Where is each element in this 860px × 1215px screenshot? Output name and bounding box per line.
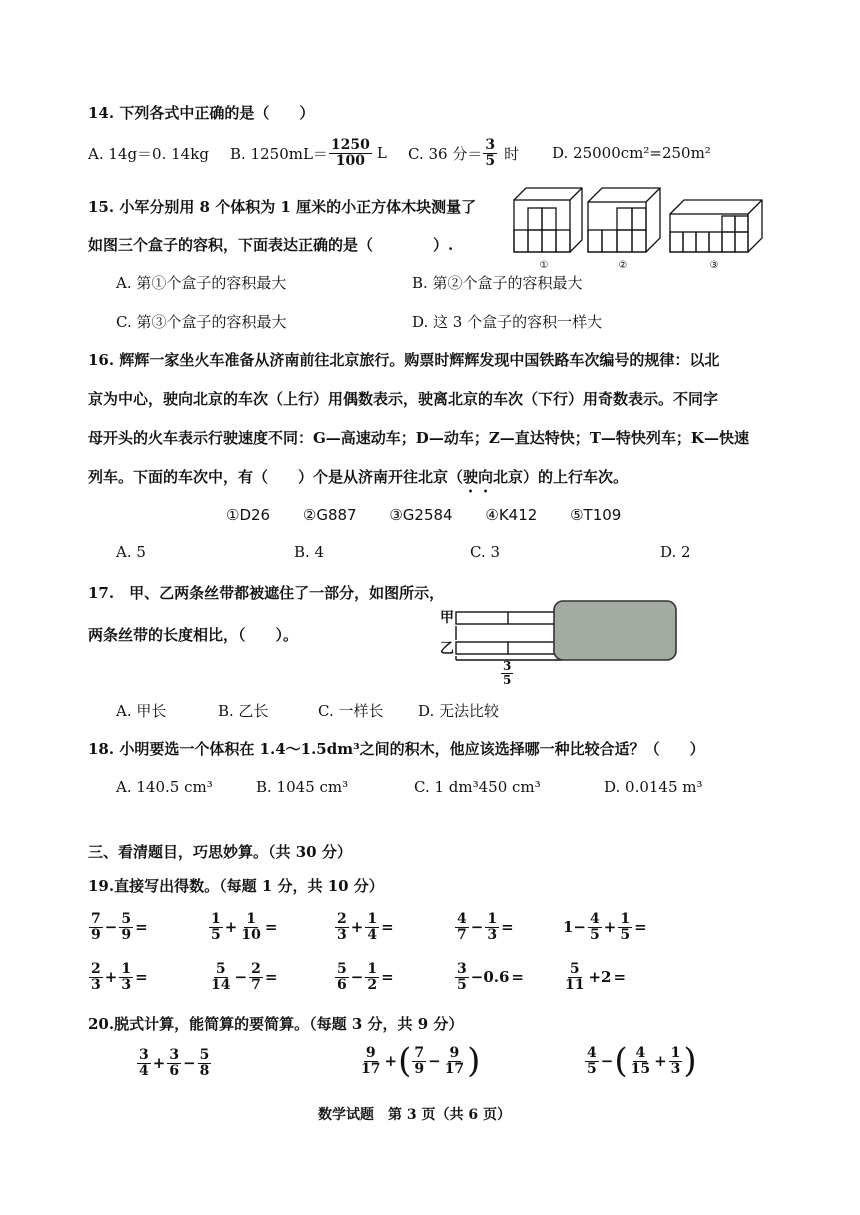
q20-expression-3: $\frac{4}{5}$ − ( $\frac{4}{15}$ + $\frac{1}{3}$ ) [587,1041,697,1081]
q17-option-a: A. 甲长 [116,702,167,720]
q15-boxes-figure [508,180,766,272]
q16-option-a: A. 5 [116,543,146,561]
q17-line1: 17. 甲、乙两条丝带都被遮住了一部分，如图所示， [88,584,445,602]
q14-option-b: B. 1250mL＝ $\frac{1250}{100}$ L [230,137,387,169]
q16-line1: 16. 辉辉一家坐火车准备从济南前往北京旅行。购票时辉辉发现中国铁路车次编号的规律：以北 [88,351,720,369]
q17-ribbon-figure [454,598,680,664]
q18-stem: 18. 小明要选一个体积在 1.4～1.5dm³之间的积木，他应该选择哪一种比较合适？（ ） [88,740,705,758]
q18-option-c: C. 1 dm³450 cm³ [414,778,541,796]
q20-expression-2: $\frac{9}{17}$ + ( $\frac{7}{9}$ − $\frac{9}{17}$ ) [361,1041,481,1081]
q17-line2: 两条丝带的长度相比，（ ）。 [88,626,299,644]
q14-stem: 14. 下列各式中正确的是（ ） [88,104,315,122]
ribbon-label-yi: 乙 [440,641,454,657]
box-label-2: ② [618,260,628,271]
q19-item-6: $\frac{2}{3}$ + $\frac{1}{3}$ = [91,961,148,993]
q15-option-c: C. 第③个盒子的容积最大 [116,313,287,331]
q16-line3: 母开头的火车表示行驶速度不同：G—高速动车；D—动车；Z—直达特快；T—特快列车；K—快速 [88,429,749,447]
q19-item-3: $\frac{2}{3}$ + $\frac{1}{4}$ = [337,911,394,943]
q16-trains [226,506,621,524]
q19-item-5: 1− $\frac{4}{5}$ + $\frac{1}{5}$ = [563,911,647,943]
train-5: ⑤T109 [570,506,622,524]
train-3: ③G2584 [389,506,453,524]
train-2: ②G887 [302,506,357,524]
q16-option-d: D. 2 [660,543,691,561]
ribbons [456,612,564,660]
q15-option-a: A. 第①个盒子的容积最大 [116,274,287,292]
q20-expression-1: $\frac{3}{4}$ + $\frac{3}{6}$ − $\frac{5}{8}$ [139,1047,210,1079]
q14-option-d: D. 25000cm²=250m² [552,144,711,163]
q15-line1: 15. 小军分别用 8 个体积为 1 厘米的小正方体木块测量了 [88,198,477,216]
ribbon-fraction: $\frac{3}{5}$ [503,659,512,687]
q19-item-2: $\frac{1}{5}$ + $\frac{1}{10}$ = [211,911,278,943]
q19-item-4: $\frac{4}{7}$ − $\frac{1}{3}$ = [457,911,514,943]
q15-option-b: B. 第②个盒子的容积最大 [412,274,583,292]
box-label-1: ① [539,260,549,271]
cover-rectangle [554,601,676,660]
ribbon-label-jia: 甲 [440,610,454,626]
q19-item-1: $\frac{7}{9}$ − $\frac{5}{9}$ = [91,911,148,943]
q20-title: 20.脱式计算，能简算的要简算。（每题 3 分，共 9 分） [88,1015,464,1033]
q14-option-a: A. 14g＝0. 14kg [88,144,209,163]
q17-option-c: C. 一样长 [318,702,384,720]
q19-item-8: $\frac{5}{6}$ − $\frac{1}{2}$ = [337,961,394,993]
q16-option-b: B. 4 [294,543,325,561]
q18-option-a: A. 140.5 cm³ [116,778,213,796]
q18-option-d: D. 0.0145 m³ [604,778,703,796]
q19-item-7: $\frac{5}{14}$ − $\frac{2}{7}$ = [211,961,278,993]
q14-option-c: C. 36 分＝ $\frac{3}{5}$ 时 [408,137,520,169]
q18-option-b: B. 1045 cm³ [256,778,349,796]
q16-line4: 列车。下面的车次中，有（ ）个是从济南开往北京（驶向北京）的上行车次。 [88,468,629,486]
q19-item-9: $\frac{3}{5}$ −0.6 = [457,961,524,993]
box-3 [670,200,762,252]
q19-item-10: $\frac{5}{11}$ +2 = [565,961,627,993]
q19-title: 19.直接写出得数。（每题 1 分，共 10 分） [88,877,384,895]
q17-option-b: B. 乙长 [218,702,269,720]
box-1 [514,188,582,252]
q17-option-d: D. 无法比较 [418,702,500,720]
q16-option-c: C. 3 [470,543,501,561]
q15-line2: 如图三个盒子的容积，下面表达正确的是（ ）. [88,236,454,254]
train-1: ①D26 [226,506,271,524]
q16-line2: 京为中心，驶向北京的车次（上行）用偶数表示，驶离北京的车次（下行）用奇数表示。不同字 [88,390,719,408]
q15-option-d: D. 这 3 个盒子的容积一样大 [412,313,603,331]
section-3-title: 三、看清题目，巧思妙算。（共 30 分） [88,843,352,861]
page-footer: 数学试题 第 3 页（共 6 页） [318,1107,511,1123]
q14-options [88,138,711,168]
box-2 [588,188,660,252]
train-4: ④K412 [485,506,538,524]
box-label-3: ③ [709,260,719,271]
